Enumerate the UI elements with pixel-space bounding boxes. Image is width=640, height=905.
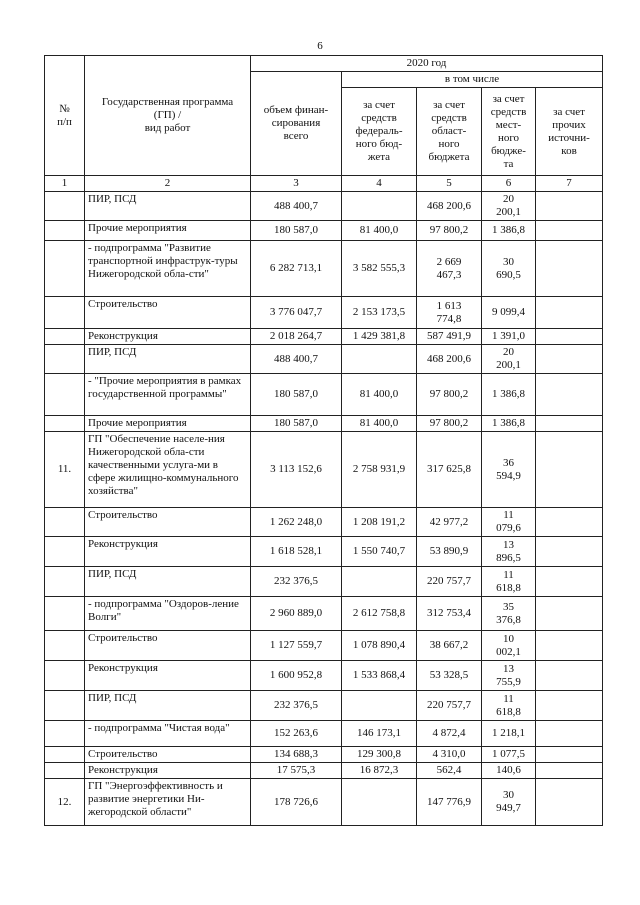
value-regional: 4 872,4	[417, 721, 482, 747]
table-row	[45, 779, 603, 826]
value-total: 180 587,0	[251, 374, 342, 416]
row-name: ГП "Энергоэффективность и развитие энергетики Ни-жегородской области"	[85, 779, 251, 826]
table-row	[45, 721, 603, 747]
value-local: 1 391,0	[482, 329, 536, 345]
value-regional: 147 776,9	[417, 779, 482, 826]
value-federal	[342, 567, 417, 597]
header-local: за счет средств мест- ного бюдже- та	[482, 88, 536, 176]
row-name: Реконструкция	[85, 661, 251, 691]
value-federal: 3 582 555,3	[342, 241, 417, 297]
row-number	[45, 661, 85, 691]
page-number: 6	[317, 40, 323, 52]
col-number: 7	[536, 176, 603, 192]
value-local: 1 386,8	[482, 221, 536, 241]
value-other	[536, 763, 603, 779]
row-number: 11.	[45, 432, 85, 508]
value-federal: 2 758 931,9	[342, 432, 417, 508]
row-name: ПИР, ПСД	[85, 691, 251, 721]
value-local: 9 099,4	[482, 297, 536, 329]
value-local: 11 618,8	[482, 691, 536, 721]
value-local: 30 949,7	[482, 779, 536, 826]
value-local: 13 896,5	[482, 537, 536, 567]
row-name: ПИР, ПСД	[85, 345, 251, 374]
row-number	[45, 345, 85, 374]
row-number	[45, 297, 85, 329]
value-regional: 53 890,9	[417, 537, 482, 567]
value-local: 36 594,9	[482, 432, 536, 508]
row-name: Строительство	[85, 508, 251, 537]
row-name: - "Прочие мероприятия в рамках государственной программы"	[85, 374, 251, 416]
value-local: 10 002,1	[482, 631, 536, 661]
table-row	[45, 221, 603, 241]
header-number: № п/п	[45, 56, 85, 176]
header-other: за счет прочих источни- ков	[536, 88, 603, 176]
row-name: Строительство	[85, 297, 251, 329]
table-row	[45, 432, 603, 508]
header-regional: за счет средств област- ного бюджета	[417, 88, 482, 176]
value-other	[536, 508, 603, 537]
col-number: 2	[85, 176, 251, 192]
value-local: 20 200,1	[482, 192, 536, 221]
financing-table	[44, 55, 603, 826]
value-total: 2 018 264,7	[251, 329, 342, 345]
value-regional: 587 491,9	[417, 329, 482, 345]
table-row	[45, 597, 603, 631]
value-regional: 220 757,7	[417, 567, 482, 597]
value-regional: 312 753,4	[417, 597, 482, 631]
value-local: 1 218,1	[482, 721, 536, 747]
value-total: 180 587,0	[251, 221, 342, 241]
row-number	[45, 691, 85, 721]
value-local: 13 755,9	[482, 661, 536, 691]
col-number: 5	[417, 176, 482, 192]
col-number: 4	[342, 176, 417, 192]
value-other	[536, 221, 603, 241]
table-row	[45, 192, 603, 221]
value-total: 6 282 713,1	[251, 241, 342, 297]
header-program: Государственная программа (ГП) / вид работ	[85, 56, 251, 176]
row-number	[45, 537, 85, 567]
header-federal: за счет средств федераль- ного бюд- жета	[342, 88, 417, 176]
value-federal	[342, 345, 417, 374]
row-number	[45, 567, 85, 597]
value-regional: 220 757,7	[417, 691, 482, 721]
value-local: 20 200,1	[482, 345, 536, 374]
value-regional: 97 800,2	[417, 221, 482, 241]
row-name: Прочие мероприятия	[85, 221, 251, 241]
row-name: Реконструкция	[85, 329, 251, 345]
value-federal: 2 153 173,5	[342, 297, 417, 329]
row-name: Прочие мероприятия	[85, 416, 251, 432]
value-local: 11 079,6	[482, 508, 536, 537]
value-other	[536, 241, 603, 297]
value-local: 140,6	[482, 763, 536, 779]
value-total: 178 726,6	[251, 779, 342, 826]
table-row	[45, 631, 603, 661]
value-local: 1 077,5	[482, 747, 536, 763]
value-local: 1 386,8	[482, 374, 536, 416]
value-total: 3 776 047,7	[251, 297, 342, 329]
value-federal: 2 612 758,8	[342, 597, 417, 631]
value-total: 152 263,6	[251, 721, 342, 747]
header-total: объем финан- сирования всего	[251, 72, 342, 176]
table-row	[45, 691, 603, 721]
table-row	[45, 508, 603, 537]
value-federal	[342, 779, 417, 826]
row-name: ГП "Обеспечение населе-ния Нижегородской обла-сти качественными услуга-ми в сфере жилищно-коммунального хозяйства"	[85, 432, 251, 508]
value-federal: 81 400,0	[342, 416, 417, 432]
row-name: - подпрограмма "Чистая вода"	[85, 721, 251, 747]
table-row	[45, 345, 603, 374]
table-row	[45, 661, 603, 691]
value-other	[536, 416, 603, 432]
header-including: в том числе	[342, 72, 603, 88]
value-local: 1 386,8	[482, 416, 536, 432]
row-name: - подпрограмма "Оздоров-ление Волги"	[85, 597, 251, 631]
value-total: 1 262 248,0	[251, 508, 342, 537]
row-number	[45, 631, 85, 661]
row-name: ПИР, ПСД	[85, 567, 251, 597]
table-row	[45, 374, 603, 416]
table-row	[45, 416, 603, 432]
value-federal: 81 400,0	[342, 374, 417, 416]
header-year: 2020 год	[251, 56, 603, 72]
value-regional: 317 625,8	[417, 432, 482, 508]
row-number	[45, 597, 85, 631]
col-number: 3	[251, 176, 342, 192]
value-local: 35 376,8	[482, 597, 536, 631]
value-total: 180 587,0	[251, 416, 342, 432]
table-row	[45, 241, 603, 297]
value-federal: 1 208 191,2	[342, 508, 417, 537]
value-federal	[342, 691, 417, 721]
value-regional: 4 310,0	[417, 747, 482, 763]
value-federal: 129 300,8	[342, 747, 417, 763]
col-number: 1	[45, 176, 85, 192]
table-row	[45, 763, 603, 779]
value-other	[536, 661, 603, 691]
value-total: 1 600 952,8	[251, 661, 342, 691]
value-other	[536, 747, 603, 763]
value-other	[536, 779, 603, 826]
table-row	[45, 297, 603, 329]
value-total: 488 400,7	[251, 345, 342, 374]
value-regional: 468 200,6	[417, 192, 482, 221]
value-regional: 38 667,2	[417, 631, 482, 661]
row-number	[45, 416, 85, 432]
value-regional: 468 200,6	[417, 345, 482, 374]
value-federal: 1 550 740,7	[342, 537, 417, 567]
row-number	[45, 221, 85, 241]
value-other	[536, 297, 603, 329]
value-regional: 2 669 467,3	[417, 241, 482, 297]
col-number: 6	[482, 176, 536, 192]
value-other	[536, 721, 603, 747]
value-federal: 16 872,3	[342, 763, 417, 779]
value-federal: 81 400,0	[342, 221, 417, 241]
value-total: 2 960 889,0	[251, 597, 342, 631]
row-number	[45, 763, 85, 779]
value-total: 134 688,3	[251, 747, 342, 763]
table-row	[45, 747, 603, 763]
value-regional: 53 328,5	[417, 661, 482, 691]
row-name: Строительство	[85, 631, 251, 661]
row-number	[45, 508, 85, 537]
value-other	[536, 192, 603, 221]
row-name: ПИР, ПСД	[85, 192, 251, 221]
row-name: - подпрограмма "Развитие транспортной инфраструк-туры Нижегородской обла-сти"	[85, 241, 251, 297]
value-other	[536, 537, 603, 567]
row-number	[45, 241, 85, 297]
table-row	[45, 567, 603, 597]
value-other	[536, 345, 603, 374]
value-other	[536, 329, 603, 345]
row-name: Строительство	[85, 747, 251, 763]
row-number	[45, 192, 85, 221]
value-regional: 97 800,2	[417, 374, 482, 416]
value-regional: 1 613 774,8	[417, 297, 482, 329]
table-row	[45, 537, 603, 567]
value-total: 1 127 559,7	[251, 631, 342, 661]
row-number	[45, 374, 85, 416]
row-number	[45, 747, 85, 763]
value-federal: 1 533 868,4	[342, 661, 417, 691]
row-number	[45, 329, 85, 345]
value-other	[536, 597, 603, 631]
row-name: Реконструкция	[85, 763, 251, 779]
column-numbers-row	[45, 176, 603, 192]
value-other	[536, 374, 603, 416]
value-other	[536, 432, 603, 508]
value-federal: 1 078 890,4	[342, 631, 417, 661]
value-regional: 97 800,2	[417, 416, 482, 432]
value-total: 1 618 528,1	[251, 537, 342, 567]
row-number: 12.	[45, 779, 85, 826]
value-total: 232 376,5	[251, 567, 342, 597]
value-federal	[342, 192, 417, 221]
value-local: 30 690,5	[482, 241, 536, 297]
value-total: 488 400,7	[251, 192, 342, 221]
value-other	[536, 691, 603, 721]
value-total: 232 376,5	[251, 691, 342, 721]
value-other	[536, 631, 603, 661]
value-federal: 1 429 381,8	[342, 329, 417, 345]
table-row	[45, 329, 603, 345]
row-name: Реконструкция	[85, 537, 251, 567]
value-local: 11 618,8	[482, 567, 536, 597]
value-federal: 146 173,1	[342, 721, 417, 747]
value-regional: 42 977,2	[417, 508, 482, 537]
value-total: 3 113 152,6	[251, 432, 342, 508]
row-number	[45, 721, 85, 747]
value-other	[536, 567, 603, 597]
value-regional: 562,4	[417, 763, 482, 779]
value-total: 17 575,3	[251, 763, 342, 779]
